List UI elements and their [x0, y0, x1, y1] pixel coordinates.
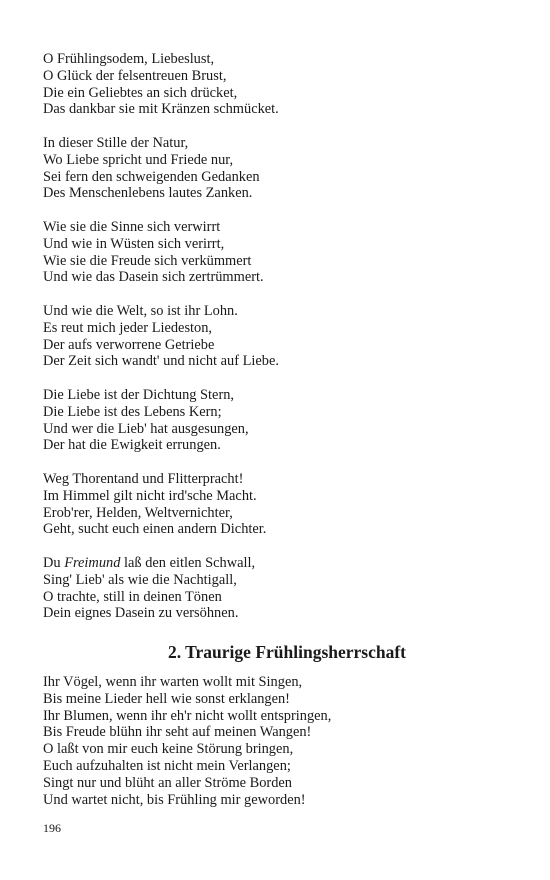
verse-line: Sei fern den schweigenden Gedanken	[43, 168, 260, 185]
verse-line: Weg Thorentand und Flitterpracht!	[43, 470, 244, 487]
verse-line: Bis meine Lieder hell wie sonst erklangen!	[43, 690, 290, 707]
verse-line: Geht, sucht euch einen andern Dichter.	[43, 521, 267, 538]
verse-line: Die Liebe ist der Dichtung Stern,	[43, 386, 235, 403]
verse-line: Singt nur und blüht an aller Ströme Borden	[43, 774, 293, 791]
poem-title: 2. Traurige Frühlingsherrschaft	[167, 642, 407, 663]
stanza-2	[43, 135, 513, 202]
verse-line: O laßt von mir euch keine Störung bringen,	[43, 741, 294, 758]
verse-line: Dein eignes Dasein zu versöhnen.	[43, 605, 239, 622]
verse-line: O Glück der felsentreuen Brust,	[43, 67, 227, 84]
verse-line: Die Liebe ist des Lebens Kern;	[43, 403, 222, 420]
italic-name: Freimund	[64, 554, 121, 571]
verse-line: Und wartet nicht, bis Frühling mir geworden!	[43, 791, 306, 808]
stanza-3	[43, 219, 513, 286]
verse-line: Wo Liebe spricht und Friede nur,	[43, 151, 234, 168]
verse-line: Es reut mich jeder Liedeston,	[43, 319, 213, 336]
page-number: 196	[43, 821, 61, 835]
verse-line: Euch aufzuhalten ist nicht mein Verlangen;	[43, 758, 291, 775]
verse-line: Erob'rer, Helden, Weltvernichter,	[43, 504, 233, 521]
verse-line: Und wie das Dasein sich zertrümmert.	[43, 269, 264, 286]
verse-line: Ihr Vögel, wenn ihr warten wollt mit Singen,	[43, 674, 303, 691]
page-body	[43, 51, 513, 808]
verse-line: Der Zeit sich wandt' und nicht auf Liebe.	[43, 353, 279, 370]
verse-line: Sing' Lieb' als wie die Nachtigall,	[43, 571, 237, 588]
verse-suffix: laß den eitlen Schwall,	[120, 554, 256, 571]
verse-line: Wie sie die Sinne sich verwirrt	[43, 218, 221, 235]
stanza-7	[43, 555, 513, 622]
verse-line: In dieser Stille der Natur,	[43, 134, 189, 151]
stanza-5	[43, 387, 513, 454]
verse-line: Die ein Geliebtes an sich drücket,	[43, 84, 238, 101]
verse-prefix: Du	[43, 554, 65, 571]
verse-line: O Frühlingsodem, Liebeslust,	[43, 51, 215, 67]
verse-line: Der aufs verworrene Getriebe	[43, 336, 215, 353]
verse-line: Und wie die Welt, so ist ihr Lohn.	[43, 302, 238, 319]
stanza-1	[43, 51, 513, 118]
poem2-stanza	[43, 674, 513, 808]
verse-line: Des Menschenlebens lautes Zanken.	[43, 185, 253, 202]
verse-line: Und wer die Lieb' hat ausgesungen,	[43, 420, 249, 437]
stanza-4	[43, 303, 513, 370]
verse-line: Im Himmel gilt nicht ird'sche Macht.	[43, 487, 257, 504]
verse-line: Wie sie die Freude sich verkümmert	[43, 252, 252, 269]
verse-line: Bis Freude blühn ihr seht auf meinen Wangen!	[43, 724, 312, 741]
verse-line: Ihr Blumen, wenn ihr eh'r nicht wollt entspringen,	[43, 707, 332, 724]
verse-line	[43, 555, 513, 572]
verse-line: Der hat die Ewigkeit errungen.	[43, 437, 221, 454]
stanza-6	[43, 471, 513, 538]
verse-line: Das dankbar sie mit Kränzen schmücket.	[43, 101, 279, 118]
verse-line: Und wie in Wüsten sich verirrt,	[43, 235, 225, 252]
verse-line: O trachte, still in deinen Tönen	[43, 588, 222, 605]
